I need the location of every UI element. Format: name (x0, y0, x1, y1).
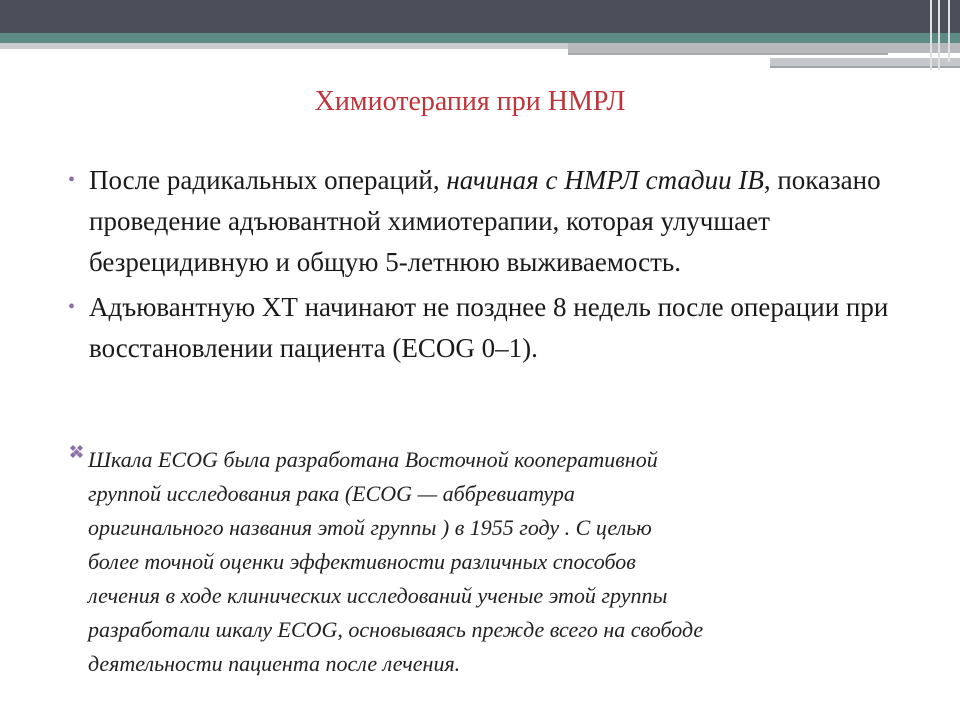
note-line: более точной оценки эффективности различных способов (88, 549, 636, 574)
note-line: разработали шкалу ECOG, основываясь прежде всего на свободе (88, 617, 704, 642)
header-band-dark (0, 0, 960, 33)
bullet-text-italic: начиная с НМРЛ стадии IB (446, 165, 764, 195)
header-step-upper-line (568, 53, 888, 55)
note-line: лечения в ходе клинических исследований ученые этой группы (88, 583, 668, 608)
note-line: деятельности пациента после лечения. (88, 651, 461, 676)
note-line: Шкала ECOG была разработана Восточной кооперативной (88, 447, 658, 472)
bullet-text-end: , показано проведение адъювантной химиотерапии, которая улучшает безрецидивную и общую 5-летнюю выживаемость. (89, 165, 881, 277)
bullet-text-start: Адъювантную ХТ начинают не позднее 8 недель после операции при восстановлении пациента (ECOG 0–1). (89, 292, 889, 363)
bullet-text (89, 292, 888, 363)
bullet-item (66, 287, 896, 369)
ecog-note (66, 443, 896, 681)
bullet-marker-icon: • (68, 296, 76, 318)
note-line: оригинального названия этой группы ) в 1955 году . С целью (88, 515, 652, 540)
note-line: группой исследования рака (ECOG — аббревиатура (88, 481, 575, 506)
header-step-upper (568, 43, 960, 53)
bullet-text (89, 165, 881, 277)
bullet-list (66, 160, 896, 373)
bullet-marker-icon: • (68, 169, 76, 191)
slide-title: Химиотерапия при НМРЛ (314, 86, 626, 117)
diamond-bullet-icon (66, 443, 88, 465)
header-band-teal (0, 33, 960, 43)
header-corner-bars (926, 0, 960, 70)
bullet-item (66, 160, 896, 283)
bullet-text-start: После радикальных операций, (89, 165, 447, 195)
